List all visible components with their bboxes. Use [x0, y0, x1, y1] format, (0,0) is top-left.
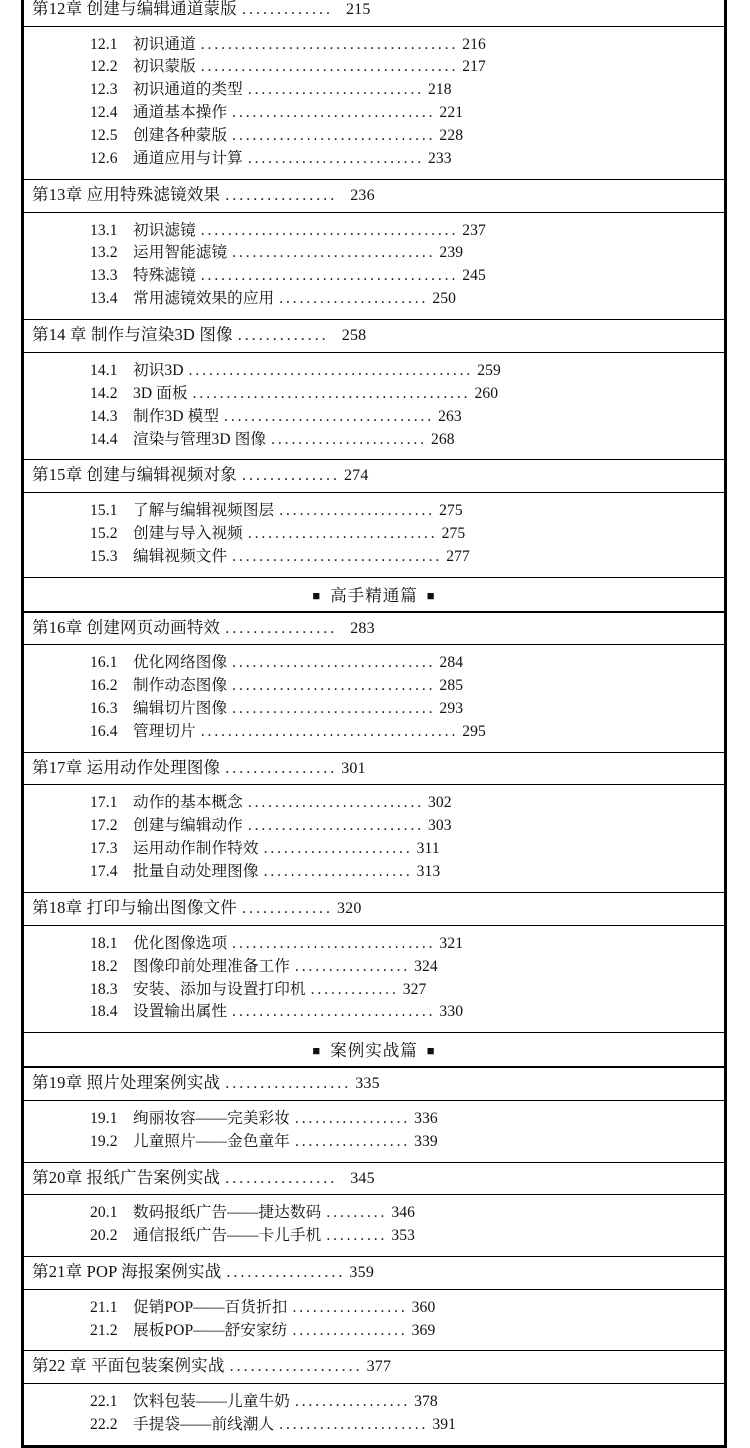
section-entry[interactable] [24, 675, 724, 698]
section-title: 通信报纸广告——卡儿手机 [133, 1227, 322, 1245]
chapter-title: 第21章 POP 海报案例实战 [32, 1262, 222, 1282]
section-page-number: 218 [428, 81, 452, 99]
section-entry[interactable] [24, 956, 724, 979]
section-title: 创建与编辑动作 [133, 817, 243, 835]
dot-leader: ...................... [279, 290, 429, 308]
section-title: 初识3D [133, 361, 184, 379]
chapter-row[interactable] [24, 892, 724, 926]
section-title: 创建与导入视频 [133, 524, 243, 542]
section-title: 儿童照片——金色童年 [133, 1132, 290, 1150]
section-title: 制作3D 模型 [133, 407, 220, 425]
section-page-number: 311 [416, 840, 440, 858]
dot-leader: .......................... [247, 81, 425, 99]
square-marker-icon: ■ [426, 1043, 436, 1059]
dot-leader: ................. [294, 957, 411, 975]
dot-leader: .............................. [232, 677, 436, 695]
section-title: 优化网络图像 [133, 654, 228, 672]
dot-leader: ................. [294, 1109, 411, 1127]
section-page-number: 327 [402, 980, 427, 998]
chapter-entry [32, 323, 724, 348]
section-block [24, 493, 724, 577]
section-entry[interactable] [24, 220, 724, 243]
dot-leader: .............. [241, 467, 340, 485]
section-entry[interactable] [24, 34, 724, 57]
dot-leader: ................. [294, 1132, 411, 1150]
section-entry[interactable] [24, 383, 724, 406]
chapter-title: 第15章 创建与编辑视频对象 [32, 465, 237, 485]
section-title: 促销POP——百货折扣 [133, 1298, 288, 1316]
section-number: 16.3 [90, 700, 118, 718]
chapter-page-number: 283 [350, 619, 375, 637]
section-title: 安装、添加与设置打印机 [133, 980, 306, 998]
section-number: 16.2 [90, 677, 118, 695]
section-page-number: 360 [411, 1298, 436, 1316]
section-block [24, 1101, 724, 1162]
section-title: 初识通道 [133, 35, 196, 53]
chapter-title: 第16章 创建网页动画特效 [32, 617, 221, 637]
chapter-row[interactable] [24, 1350, 724, 1384]
section-title: 编辑视频文件 [133, 547, 228, 565]
section-number: 13.3 [90, 267, 118, 285]
dot-leader: ............................... [232, 547, 443, 565]
section-number: 13.2 [90, 244, 118, 262]
chapter-page-number: 215 [345, 1, 371, 18]
section-number: 12.5 [90, 127, 118, 145]
dot-leader: ................ [225, 1169, 338, 1187]
section-page-number: 391 [432, 1415, 457, 1433]
chapter-page-number: 359 [349, 1264, 375, 1282]
section-block [24, 213, 724, 320]
section-number: 18.4 [90, 1003, 118, 1021]
dot-leader: ............................... [224, 407, 435, 425]
section-title: 管理切片 [133, 723, 196, 741]
chapter-entry [32, 1354, 724, 1379]
dot-leader: ...................................... [200, 58, 459, 76]
chapter-entry [32, 1260, 724, 1285]
part-divider-row [24, 577, 724, 612]
dot-leader: .......................... [247, 794, 425, 812]
square-marker-icon: ■ [312, 1043, 322, 1059]
section-title: 绚丽妆容——完美彩妆 [133, 1109, 290, 1127]
dot-leader: ............. [237, 327, 329, 345]
section-entry[interactable] [24, 1001, 724, 1024]
section-page-number: 250 [432, 290, 457, 308]
chapter-title: 第19章 照片处理案例实战 [32, 1073, 221, 1093]
part-label [312, 586, 435, 605]
section-page-number: 216 [462, 35, 486, 53]
section-block [24, 27, 724, 180]
dot-leader: ................. [292, 1321, 408, 1339]
section-page-number: 369 [411, 1321, 436, 1339]
toc-table [21, 0, 727, 1448]
dot-leader: .......................... [247, 817, 425, 835]
section-entry[interactable] [24, 429, 724, 452]
section-block [24, 645, 724, 752]
section-page-number: 228 [439, 127, 464, 145]
section-entry[interactable] [24, 360, 724, 383]
dot-leader: .............................. [232, 934, 436, 952]
chapter-row[interactable] [24, 1256, 724, 1290]
section-number: 12.2 [90, 58, 118, 76]
chapter-title: 第20章 报纸广告案例实战 [32, 1167, 221, 1187]
section-page-number: 378 [414, 1392, 438, 1410]
section-page-number: 260 [474, 384, 499, 402]
chapter-title: 第12章 创建与编辑通道蒙版 [32, 0, 237, 18]
section-page-number: 217 [462, 58, 486, 76]
section-entry[interactable] [24, 288, 724, 311]
dot-leader: .............................. [232, 244, 436, 262]
section-title: 饮料包装——儿童牛奶 [133, 1392, 290, 1410]
dot-leader: .......................... [247, 150, 425, 168]
dot-leader: .......................................... [188, 361, 474, 379]
dot-leader: ......... [326, 1227, 388, 1245]
part-title: 高手精通篇 [330, 585, 418, 605]
chapter-row[interactable] [24, 752, 724, 786]
section-page-number: 277 [446, 547, 470, 565]
chapter-title: 第13章 应用特殊滤镜效果 [32, 185, 221, 205]
section-page-number: 302 [428, 794, 452, 812]
section-number: 14.4 [90, 430, 118, 448]
section-page-number: 221 [439, 104, 464, 122]
section-block [24, 1384, 724, 1445]
dot-leader: ................. [226, 1264, 346, 1282]
chapter-title: 第17章 运用动作处理图像 [32, 757, 221, 777]
section-title: 编辑切片图像 [133, 700, 228, 718]
chapter-entry [32, 0, 724, 22]
chapter-entry [32, 463, 724, 488]
section-number: 19.2 [90, 1132, 118, 1150]
chapter-page-number: 236 [350, 187, 375, 205]
section-number: 19.1 [90, 1109, 118, 1127]
section-number: 12.1 [90, 35, 118, 53]
section-title: 优化图像选项 [133, 934, 228, 952]
section-number: 17.2 [90, 817, 118, 835]
section-entry[interactable] [24, 652, 724, 675]
section-block [24, 1195, 724, 1256]
section-page-number: 295 [462, 723, 486, 741]
dot-leader: ......... [326, 1204, 388, 1222]
chapter-row[interactable] [24, 0, 724, 27]
chapter-row[interactable] [24, 319, 724, 353]
section-number: 22.1 [90, 1392, 118, 1410]
section-number: 14.1 [90, 361, 118, 379]
section-title: 初识蒙版 [133, 58, 196, 76]
section-entry[interactable] [24, 1391, 724, 1414]
dot-leader: ...................... [263, 840, 413, 858]
section-page-number: 336 [414, 1109, 438, 1127]
section-number: 17.3 [90, 840, 118, 858]
section-title: 创建各种蒙版 [133, 127, 228, 145]
section-title: 动作的基本概念 [133, 794, 243, 812]
section-entry[interactable] [24, 125, 724, 148]
section-entry[interactable] [24, 698, 724, 721]
dot-leader: ...................................... [200, 723, 459, 741]
section-page-number: 284 [439, 654, 464, 672]
section-entry[interactable] [24, 933, 724, 956]
dot-leader: ................. [292, 1298, 408, 1316]
section-title: 设置输出属性 [133, 1003, 228, 1021]
section-entry[interactable] [24, 148, 724, 171]
section-entry[interactable] [24, 1297, 724, 1320]
section-title: 特殊滤镜 [133, 267, 196, 285]
section-title: 图像印前处理准备工作 [133, 957, 290, 975]
square-marker-icon: ■ [426, 587, 436, 603]
section-title: 渲染与管理3D 图像 [133, 430, 267, 448]
section-entry[interactable] [24, 1320, 724, 1343]
section-entry[interactable] [24, 102, 724, 125]
chapter-entry [32, 616, 724, 641]
section-entry[interactable] [24, 1108, 724, 1131]
section-page-number: 275 [439, 501, 463, 519]
section-number: 12.6 [90, 150, 118, 168]
chapter-title: 第22 章 平面包装案例实战 [32, 1356, 225, 1376]
section-page-number: 263 [438, 407, 462, 425]
section-page-number: 293 [439, 700, 464, 718]
dot-leader: ...................................... [200, 35, 459, 53]
section-entry[interactable] [24, 56, 724, 79]
section-entry[interactable] [24, 861, 724, 884]
chapter-page-number: 345 [350, 1169, 375, 1187]
section-block [24, 353, 724, 460]
section-page-number: 239 [439, 244, 464, 262]
chapter-page-number: 258 [341, 327, 367, 345]
section-title: 制作动态图像 [133, 677, 228, 695]
section-entry[interactable] [24, 838, 724, 861]
chapter-row[interactable] [24, 612, 724, 646]
section-number: 18.2 [90, 957, 118, 975]
section-number: 18.1 [90, 934, 118, 952]
section-page-number: 339 [414, 1132, 438, 1150]
dot-leader: ...................... [263, 863, 413, 881]
chapter-page-number: 377 [366, 1358, 392, 1376]
section-number: 13.1 [90, 221, 118, 239]
section-title: 展板POP——舒安家纺 [133, 1321, 288, 1339]
dot-leader: ................ [225, 187, 338, 205]
dot-leader: ....................... [271, 430, 427, 448]
section-page-number: 285 [439, 677, 464, 695]
dot-leader: .............................. [232, 700, 436, 718]
section-page-number: 313 [416, 863, 441, 881]
section-page-number: 268 [430, 430, 455, 448]
section-title: 初识滤镜 [133, 221, 196, 239]
dot-leader: ...................... [279, 1415, 429, 1433]
chapter-page-number: 301 [341, 759, 366, 777]
section-entry[interactable] [24, 979, 724, 1002]
section-entry[interactable] [24, 1414, 724, 1437]
dot-leader: ................... [229, 1358, 363, 1376]
section-page-number: 233 [428, 150, 452, 168]
section-number: 15.1 [90, 501, 118, 519]
section-number: 14.3 [90, 407, 118, 425]
dot-leader: ............. [241, 900, 333, 918]
chapter-row[interactable] [24, 459, 724, 493]
section-entry[interactable] [24, 406, 724, 429]
section-page-number: 259 [477, 361, 501, 379]
section-entry[interactable] [24, 546, 724, 569]
dot-leader: ............................ [247, 524, 438, 542]
section-number: 20.1 [90, 1204, 118, 1222]
dot-leader: .............................. [232, 654, 436, 672]
part-divider-row [24, 1032, 724, 1067]
section-number: 17.4 [90, 863, 118, 881]
section-number: 14.2 [90, 384, 118, 402]
part-label [312, 1041, 435, 1060]
section-entry[interactable] [24, 1202, 724, 1225]
dot-leader: ............. [241, 1, 333, 18]
section-page-number: 237 [462, 221, 486, 239]
chapter-row[interactable] [24, 179, 724, 213]
part-title: 案例实战篇 [330, 1041, 418, 1061]
chapter-entry [32, 1166, 724, 1191]
section-entry[interactable] [24, 1225, 724, 1248]
section-page-number: 324 [414, 957, 438, 975]
chapter-row[interactable] [24, 1067, 724, 1101]
section-title: 批量自动处理图像 [133, 863, 259, 881]
section-title: 通道基本操作 [133, 104, 228, 122]
square-marker-icon: ■ [312, 587, 322, 603]
section-number: 18.3 [90, 980, 118, 998]
section-title: 常用滤镜效果的应用 [133, 290, 275, 308]
dot-leader: ...................................... [200, 221, 459, 239]
section-number: 13.4 [90, 290, 118, 308]
section-number: 12.3 [90, 81, 118, 99]
chapter-page-number: 320 [336, 900, 362, 918]
dot-leader: ................. [294, 1392, 411, 1410]
section-number: 20.2 [90, 1227, 118, 1245]
section-title: 手提袋——前线潮人 [133, 1415, 275, 1433]
section-page-number: 353 [391, 1227, 416, 1245]
section-title: 3D 面板 [133, 384, 188, 402]
section-entry[interactable] [24, 523, 724, 546]
section-entry[interactable] [24, 265, 724, 288]
dot-leader: ................ [225, 759, 338, 777]
chapter-entry [32, 183, 724, 208]
chapter-entry [32, 896, 724, 921]
chapter-page-number: 335 [355, 1075, 380, 1093]
section-entry[interactable] [24, 721, 724, 744]
section-number: 22.2 [90, 1415, 118, 1433]
chapter-page-number: 274 [343, 467, 369, 485]
chapter-row[interactable] [24, 1162, 724, 1196]
section-title: 运用动作制作特效 [133, 840, 259, 858]
dot-leader: .............................. [232, 104, 436, 122]
section-page-number: 245 [462, 267, 486, 285]
section-entry[interactable] [24, 500, 724, 523]
section-page-number: 275 [441, 524, 466, 542]
dot-leader: .................. [225, 1075, 352, 1093]
dot-leader: .............................. [232, 127, 436, 145]
dot-leader: ...................................... [200, 267, 459, 285]
section-number: 21.2 [90, 1321, 118, 1339]
section-title: 了解与编辑视频图层 [133, 501, 275, 519]
section-number: 15.2 [90, 524, 118, 542]
section-title: 运用智能滤镜 [133, 244, 228, 262]
dot-leader: ................ [225, 619, 338, 637]
section-page-number: 303 [428, 817, 452, 835]
dot-leader: .............................. [232, 1003, 436, 1021]
section-entry[interactable] [24, 815, 724, 838]
dot-leader: ....................... [279, 501, 436, 519]
section-page-number: 346 [391, 1204, 416, 1222]
section-entry[interactable] [24, 242, 724, 265]
dot-leader: ............. [310, 980, 399, 998]
section-number: 16.1 [90, 654, 118, 672]
section-entry[interactable] [24, 1131, 724, 1154]
chapter-title: 第18章 打印与输出图像文件 [32, 898, 237, 918]
section-entry[interactable] [24, 792, 724, 815]
section-block [24, 926, 724, 1033]
section-number: 17.1 [90, 794, 118, 812]
section-number: 21.1 [90, 1298, 118, 1316]
section-block [24, 785, 724, 892]
section-number: 16.4 [90, 723, 118, 741]
section-block [24, 1290, 724, 1351]
section-page-number: 330 [439, 1003, 464, 1021]
section-title: 初识通道的类型 [133, 81, 243, 99]
dot-leader: ......................................... [192, 384, 471, 402]
section-page-number: 321 [439, 934, 464, 952]
section-title: 数码报纸广告——捷达数码 [133, 1204, 322, 1222]
chapter-title: 第14 章 制作与渲染3D 图像 [32, 325, 233, 345]
chapter-entry [32, 756, 724, 781]
section-title: 通道应用与计算 [133, 150, 243, 168]
chapter-entry [32, 1071, 724, 1096]
section-number: 15.3 [90, 547, 118, 565]
section-number: 12.4 [90, 104, 118, 122]
section-entry[interactable] [24, 79, 724, 102]
